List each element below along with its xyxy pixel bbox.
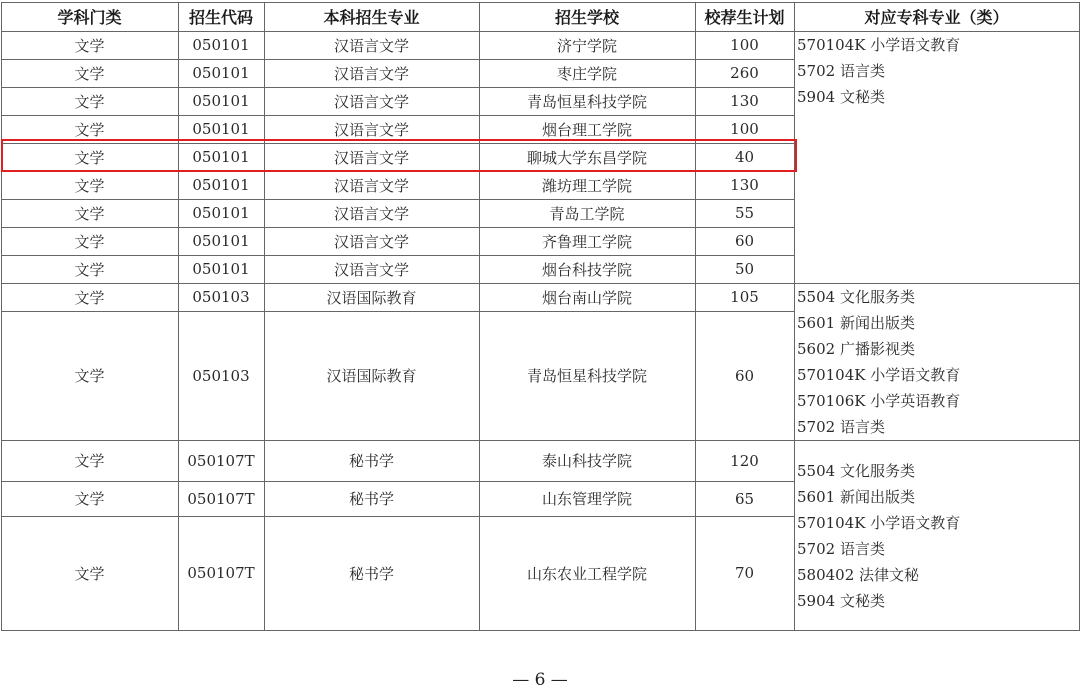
related-major-item: 5702 语言类 — [797, 62, 885, 80]
quota-cell: 40 — [734, 148, 755, 166]
school-cell: 烟台南山学院 — [541, 288, 632, 307]
discipline-cell: 文学 — [74, 120, 105, 139]
column-divider — [794, 2, 795, 631]
quota-cell: 65 — [734, 489, 755, 508]
discipline-cell: 文学 — [74, 288, 105, 307]
school-cell: 青岛恒星科技学院 — [526, 367, 647, 385]
quota-cell: 60 — [734, 366, 755, 385]
major-cell: 汉语言文学 — [333, 92, 409, 111]
quota-cell: 100 — [730, 36, 759, 54]
school-cell: 青岛工学院 — [549, 204, 625, 223]
discipline-cell: 文学 — [74, 64, 105, 83]
related-major-item: 5702 语言类 — [797, 540, 885, 558]
code-cell: 050101 — [192, 176, 250, 194]
discipline-cell: 文学 — [74, 176, 105, 195]
major-cell: 秘书学 — [348, 490, 394, 508]
highlight-box — [1, 139, 797, 172]
major-cell: 汉语言文学 — [333, 260, 409, 279]
code-cell: 050101 — [192, 148, 250, 166]
related-major-item: 570104K 小学语文教育 — [797, 36, 961, 54]
discipline-cell: 文学 — [74, 36, 105, 55]
header-discipline: 学科门类 — [57, 8, 122, 27]
related-major-item: 580402 法律文秘 — [797, 566, 920, 584]
school-cell: 烟台科技学院 — [541, 260, 632, 279]
page-number: — 6 — — [512, 670, 568, 690]
quota-cell: 105 — [730, 288, 759, 306]
major-cell: 秘书学 — [348, 452, 394, 470]
school-cell: 山东农业工程学院 — [526, 564, 647, 583]
major-cell: 汉语言文学 — [333, 232, 409, 251]
school-cell: 青岛恒星科技学院 — [526, 92, 647, 111]
code-cell: 050107T — [187, 451, 255, 470]
related-major-item: 570104K 小学语文教育 — [797, 514, 961, 532]
major-cell: 汉语言文学 — [333, 176, 409, 195]
related-major-item: 5601 新闻出版类 — [797, 488, 915, 506]
quota-cell: 70 — [734, 564, 755, 582]
related-major-item: 5602 广播影视类 — [797, 340, 915, 358]
related-major-item: 5904 文秘类 — [797, 592, 885, 610]
related-majors-list — [797, 284, 960, 440]
code-cell: 050101 — [192, 92, 250, 110]
quota-cell: 130 — [730, 176, 759, 194]
quota-cell: 130 — [730, 92, 759, 110]
major-cell: 秘书学 — [348, 564, 394, 583]
code-cell: 050101 — [192, 36, 250, 54]
related-majors-list — [797, 458, 960, 614]
related-major-item: 570106K 小学英语教育 — [797, 392, 961, 410]
major-cell: 汉语言文学 — [333, 204, 409, 223]
discipline-cell: 文学 — [74, 452, 105, 470]
header-major: 本科招生专业 — [323, 8, 420, 27]
school-cell: 烟台理工学院 — [541, 120, 632, 139]
header-code: 招生代码 — [188, 8, 253, 27]
related-major-item: 570104K 小学语文教育 — [797, 366, 961, 384]
school-cell: 齐鲁理工学院 — [541, 232, 632, 251]
related-major-item: 5702 语言类 — [797, 418, 885, 436]
major-cell: 汉语言文学 — [333, 36, 409, 55]
major-cell: 汉语国际教育 — [326, 288, 417, 307]
school-cell: 聊城大学东昌学院 — [526, 148, 647, 167]
code-cell: 050107T — [187, 564, 255, 582]
quota-cell: 55 — [734, 204, 755, 222]
code-cell: 050101 — [192, 232, 250, 250]
discipline-cell: 文学 — [74, 564, 105, 583]
quota-cell: 60 — [734, 232, 755, 250]
discipline-cell: 文学 — [74, 490, 105, 508]
header-quota: 校荐生计划 — [704, 8, 785, 27]
related-major-item: 5904 文秘类 — [797, 88, 885, 106]
quota-cell: 120 — [730, 451, 759, 470]
school-cell: 枣庄学院 — [556, 64, 617, 83]
code-cell: 050101 — [192, 120, 250, 138]
code-cell: 050101 — [192, 260, 250, 278]
discipline-cell: 文学 — [74, 92, 105, 111]
header-related-majors: 对应专科专业（类） — [864, 8, 1009, 27]
discipline-cell: 文学 — [74, 367, 105, 385]
discipline-cell: 文学 — [74, 260, 105, 279]
discipline-cell: 文学 — [74, 232, 105, 251]
row-divider — [1, 630, 1079, 631]
school-cell: 山东管理学院 — [541, 490, 632, 508]
related-major-item: 5504 文化服务类 — [797, 288, 915, 306]
related-majors-list — [797, 32, 960, 110]
code-cell: 050101 — [192, 64, 250, 82]
school-cell: 泰山科技学院 — [541, 452, 632, 470]
related-major-item: 5504 文化服务类 — [797, 462, 915, 480]
discipline-cell: 文学 — [74, 148, 105, 167]
code-cell: 050101 — [192, 204, 250, 222]
related-major-item: 5601 新闻出版类 — [797, 314, 915, 332]
discipline-cell: 文学 — [74, 204, 105, 223]
major-cell: 汉语言文学 — [333, 148, 409, 167]
code-cell: 050103 — [192, 288, 250, 306]
code-cell: 050103 — [192, 366, 250, 385]
quota-cell: 50 — [734, 260, 755, 278]
school-cell: 潍坊理工学院 — [541, 176, 632, 195]
header-school: 招生学校 — [554, 8, 619, 27]
code-cell: 050107T — [187, 489, 255, 508]
quota-cell: 100 — [730, 120, 759, 138]
major-cell: 汉语言文学 — [333, 120, 409, 139]
quota-cell: 260 — [730, 64, 759, 82]
major-cell: 汉语国际教育 — [326, 367, 417, 385]
school-cell: 济宁学院 — [556, 36, 617, 55]
major-cell: 汉语言文学 — [333, 64, 409, 83]
